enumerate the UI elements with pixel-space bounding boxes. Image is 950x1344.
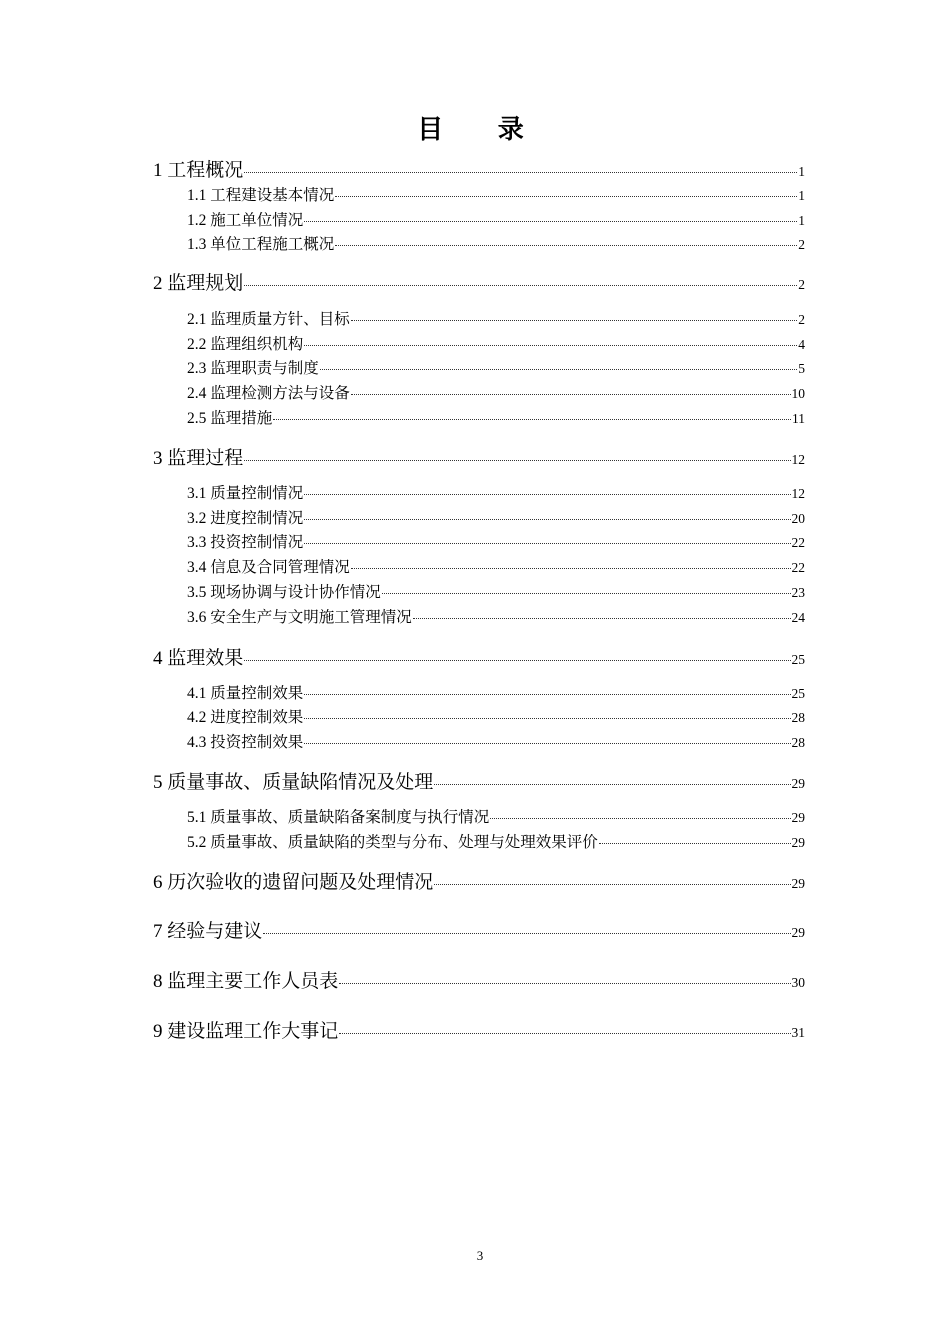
toc-dot-leader xyxy=(304,694,790,695)
toc-entry-page-number: 12 xyxy=(791,486,805,501)
toc-section-entry[interactable] xyxy=(153,155,805,182)
toc-entry-page-number: 11 xyxy=(792,411,805,426)
toc-subsection-entry[interactable] xyxy=(187,307,805,329)
toc-entry-label: 1 工程概况 xyxy=(153,160,244,181)
toc-entry-page-number: 30 xyxy=(791,975,805,990)
toc-subsection-entry[interactable] xyxy=(187,605,805,627)
toc-entry-label: 3.5 现场协调与设计协作情况 xyxy=(187,584,381,601)
toc-dot-leader xyxy=(244,172,797,173)
toc-entry-page-number: 2 xyxy=(798,237,805,252)
toc-subsection-entry[interactable] xyxy=(187,332,805,354)
toc-section-entry[interactable] xyxy=(153,867,805,894)
toc-entry-page-number: 29 xyxy=(791,835,805,850)
toc-dot-leader xyxy=(339,983,790,984)
toc-entry-label: 1.1 工程建设基本情况 xyxy=(187,187,335,204)
toc-dot-leader xyxy=(273,419,791,420)
toc-entry-label: 1.3 单位工程施工概况 xyxy=(187,236,335,253)
toc-entry-page-number: 22 xyxy=(791,535,805,550)
toc-entry-label: 4 监理效果 xyxy=(153,648,244,669)
toc-entry-label: 3.4 信息及合同管理情况 xyxy=(187,559,350,576)
toc-dot-leader xyxy=(304,519,790,520)
toc-dot-leader xyxy=(434,784,790,785)
toc-entry-page-number: 1 xyxy=(798,164,805,179)
toc-dot-leader xyxy=(382,593,791,594)
toc-entry-page-number: 2 xyxy=(798,277,805,292)
toc-entry-label: 2.1 监理质量方针、目标 xyxy=(187,311,350,328)
toc-subsection-entry[interactable] xyxy=(187,232,805,254)
toc-entry-label: 3 监理过程 xyxy=(153,448,244,469)
toc-subsection-entry[interactable] xyxy=(187,506,805,528)
toc-entry-label: 7 经验与建议 xyxy=(153,921,263,942)
toc-entry-label: 5 质量事故、质量缺陷情况及处理 xyxy=(153,772,434,793)
toc-entry-page-number: 10 xyxy=(791,386,805,401)
toc-entry-page-number: 29 xyxy=(791,925,805,940)
toc-section-entry[interactable] xyxy=(153,767,805,794)
toc-entry-page-number: 29 xyxy=(791,810,805,825)
toc-dot-leader xyxy=(599,843,791,844)
toc-entry-label: 4.1 质量控制效果 xyxy=(187,685,304,702)
toc-subsection-entry[interactable] xyxy=(187,805,805,827)
toc-entry-page-number: 24 xyxy=(791,610,805,625)
toc-dot-leader xyxy=(304,345,797,346)
toc-entry-label: 4.3 投资控制效果 xyxy=(187,734,304,751)
toc-subsection-entry[interactable] xyxy=(187,681,805,703)
toc-entry-label: 3.3 投资控制情况 xyxy=(187,534,304,551)
toc-entry-page-number: 28 xyxy=(791,710,805,725)
toc-entry-page-number: 25 xyxy=(791,652,805,667)
toc-dot-leader xyxy=(304,543,790,544)
toc-subsection-entry[interactable] xyxy=(187,705,805,727)
toc-dot-leader xyxy=(320,369,797,370)
toc-entry-page-number: 23 xyxy=(791,585,805,600)
toc-dot-leader xyxy=(351,394,791,395)
toc-entry-page-number: 4 xyxy=(798,337,805,352)
toc-entry-label: 3.2 进度控制情况 xyxy=(187,510,304,527)
toc-entry-page-number: 12 xyxy=(791,452,805,467)
toc-entry-page-number: 1 xyxy=(798,213,805,228)
toc-subsection-entry[interactable] xyxy=(187,356,805,378)
toc-entry-label: 9 建设监理工作大事记 xyxy=(153,1021,339,1042)
toc-dot-leader xyxy=(351,568,791,569)
toc-dot-leader xyxy=(339,1033,790,1034)
toc-entry-page-number: 2 xyxy=(798,312,805,327)
toc-entry-page-number: 22 xyxy=(791,560,805,575)
toc-subsection-entry[interactable] xyxy=(187,406,805,428)
toc-subsection-entry[interactable] xyxy=(187,730,805,752)
toc-section-entry[interactable] xyxy=(153,443,805,470)
toc-entry-label: 3.1 质量控制情况 xyxy=(187,485,304,502)
toc-entry-label: 2.2 监理组织机构 xyxy=(187,336,304,353)
toc-dot-leader xyxy=(304,494,790,495)
toc-subsection-entry[interactable] xyxy=(187,381,805,403)
toc-entry-page-number: 5 xyxy=(798,361,805,376)
page-number: 3 xyxy=(476,1248,484,1263)
toc-entry-label: 3.6 安全生产与文明施工管理情况 xyxy=(187,609,412,626)
toc-entry-label: 2.3 监理职责与制度 xyxy=(187,360,319,377)
toc-entry-page-number: 29 xyxy=(791,876,805,891)
toc-subsection-entry[interactable] xyxy=(187,208,805,230)
toc-entry-label: 4.2 进度控制效果 xyxy=(187,709,304,726)
toc-entry-page-number: 31 xyxy=(791,1025,805,1040)
toc-entry-label: 2.5 监理措施 xyxy=(187,410,273,427)
toc-entry-label: 1.2 施工单位情况 xyxy=(187,212,304,229)
toc-entry-page-number: 1 xyxy=(798,188,805,203)
toc-dot-leader xyxy=(335,245,797,246)
toc-dot-leader xyxy=(351,320,797,321)
toc-dot-leader xyxy=(413,618,791,619)
toc-subsection-entry[interactable] xyxy=(187,580,805,602)
toc-subsection-entry[interactable] xyxy=(187,530,805,552)
toc-entry-label: 2 监理规划 xyxy=(153,273,244,294)
toc-dot-leader xyxy=(244,285,797,286)
toc-entry-page-number: 29 xyxy=(791,776,805,791)
toc-dot-leader xyxy=(490,818,790,819)
toc-subsection-entry[interactable] xyxy=(187,481,805,503)
toc-entry-label: 2.4 监理检测方法与设备 xyxy=(187,385,350,402)
toc-dot-leader xyxy=(304,221,797,222)
toc-entry-label: 6 历次验收的遗留问题及处理情况 xyxy=(153,872,434,893)
toc-dot-leader xyxy=(263,933,790,934)
toc-entry-page-number: 20 xyxy=(791,511,805,526)
toc-dot-leader xyxy=(434,884,790,885)
toc-dot-leader xyxy=(244,460,790,461)
toc-subsection-entry[interactable] xyxy=(187,830,805,852)
toc-section-entry[interactable] xyxy=(153,268,805,295)
toc-dot-leader xyxy=(335,196,797,197)
toc-subsection-entry[interactable] xyxy=(187,555,805,577)
toc-entry-label: 8 监理主要工作人员表 xyxy=(153,971,339,992)
toc-section-entry[interactable] xyxy=(153,1016,805,1043)
toc-section-entry[interactable] xyxy=(153,643,805,670)
toc-entry-label: 5.2 质量事故、质量缺陷的类型与分布、处理与处理效果评价 xyxy=(187,834,598,851)
toc-section-entry[interactable] xyxy=(153,916,805,943)
toc-section-entry[interactable] xyxy=(153,966,805,993)
toc-title: 目 录 xyxy=(417,115,548,144)
toc-entry-label: 5.1 质量事故、质量缺陷备案制度与执行情况 xyxy=(187,809,490,826)
toc-dot-leader xyxy=(304,743,790,744)
toc-dot-leader xyxy=(304,718,790,719)
toc-dot-leader xyxy=(244,660,790,661)
toc-subsection-entry[interactable] xyxy=(187,183,805,205)
toc-entry-page-number: 25 xyxy=(791,686,805,701)
toc-entry-page-number: 28 xyxy=(791,735,805,750)
